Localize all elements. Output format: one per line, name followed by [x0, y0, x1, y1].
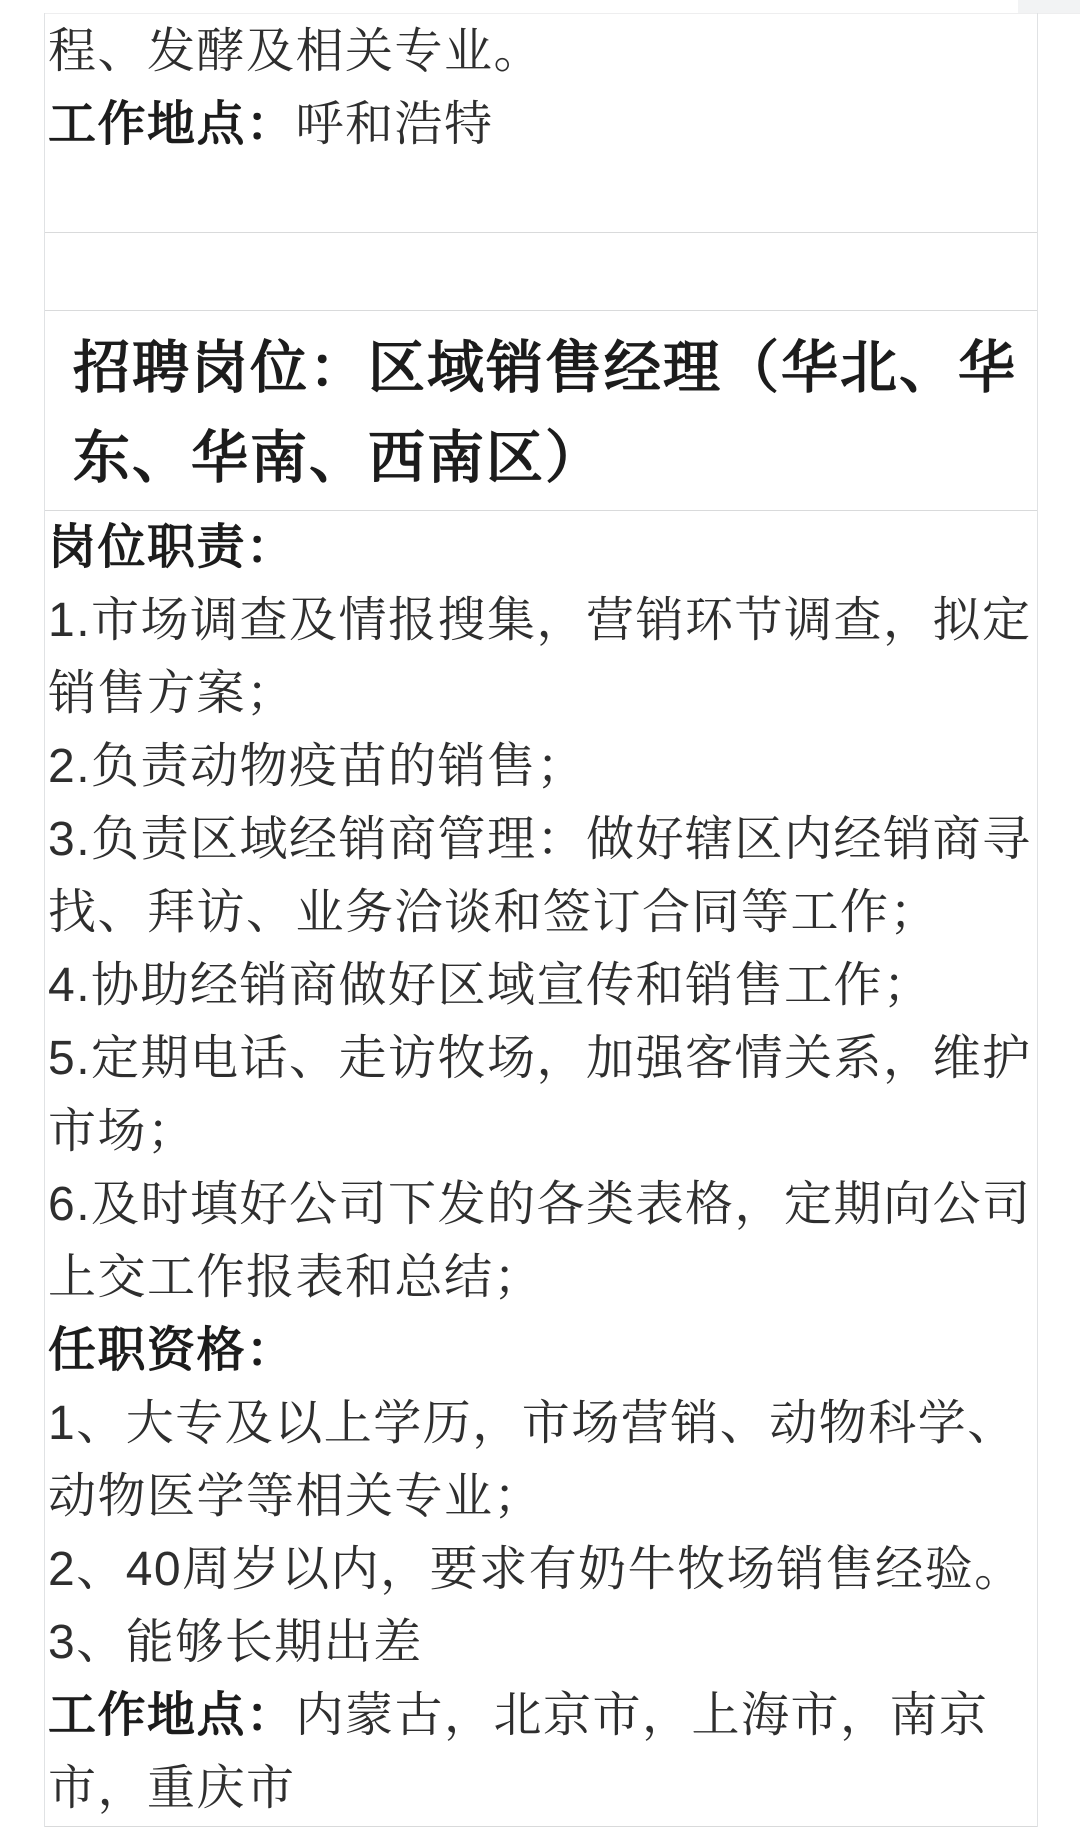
body-line: 上交工作报表和总结； [48, 1251, 544, 1304]
body-line: 岗位职责： [48, 521, 296, 574]
body-line: 5.定期电话、走访牧场，加强客情关系，维护 [48, 1032, 1032, 1085]
intro-row [45, 13, 1037, 233]
location-label: 工作地点： [48, 98, 296, 151]
job-title-line-1: 招聘岗位：区域销售经理（华北、华 [73, 336, 1017, 400]
job-title-line-2: 东、华南、西南区） [73, 426, 604, 490]
body-line: 市，重庆市 [48, 1762, 296, 1815]
details-row [45, 511, 1037, 1827]
body-line: 4.协助经销商做好区域宣传和销售工作； [48, 959, 933, 1012]
body-line: 工作地点：内蒙古，北京市，上海市，南京 [48, 1689, 989, 1742]
location-value: 呼和浩特 [295, 98, 494, 151]
body-line: 3.负责区域经销商管理：做好辖区内经销商寻 [48, 813, 1032, 866]
body-line: 销售方案； [48, 667, 296, 720]
body-line: 动物医学等相关专业； [48, 1470, 544, 1523]
body-line: 2、40周岁以内，要求有奶牛牧场销售经验。 [48, 1543, 1024, 1596]
body-line: 1.市场调查及情报搜集，营销环节调查，拟定 [48, 594, 1032, 647]
body-line: 找、拜访、业务洽谈和签订合同等工作； [48, 886, 940, 939]
job-posting-table [44, 13, 1038, 1827]
body-line-label: 工作地点： [48, 1689, 296, 1742]
spacer-row [45, 233, 1037, 311]
body-line: 2.负责动物疫苗的销售； [48, 740, 587, 793]
top-right-corner-block [1018, 0, 1080, 13]
job-title-row [45, 311, 1037, 511]
body-line: 3、能够长期出差 [48, 1616, 423, 1669]
body-line: 任职资格： [48, 1324, 296, 1377]
body-line: 1、大专及以上学历，市场营销、动物科学、 [48, 1397, 1017, 1450]
intro-location-line [48, 88, 1037, 161]
body-line: 6.及时填好公司下发的各类表格，定期向公司 [48, 1178, 1032, 1231]
body-line: 市场； [48, 1105, 197, 1158]
intro-line: 程、发酵及相关专业。 [48, 25, 544, 78]
body-lines [48, 511, 1037, 1825]
